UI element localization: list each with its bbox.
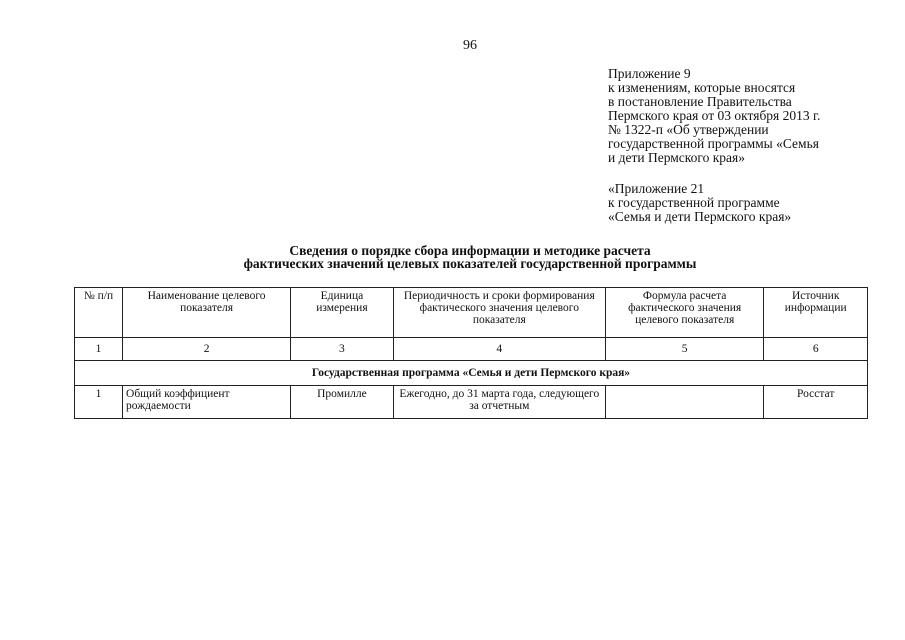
column-index-row	[75, 338, 868, 361]
document-title-line-1: Сведения о порядке сбора информации и методике расчета	[289, 243, 651, 258]
row-source: Росстат	[764, 386, 868, 419]
row-name: Общий коэффициент рождаемости	[123, 386, 291, 419]
table-row	[75, 386, 868, 419]
column-index: 6	[764, 338, 868, 361]
header-name: Наименование целевого показателя	[123, 288, 291, 338]
column-index: 2	[123, 338, 291, 361]
appendix-top-line: Пермского края от 03 октября 2013 г.	[608, 108, 821, 123]
appendix-top-line: и дети Пермского края»	[608, 150, 745, 165]
column-index: 1	[75, 338, 123, 361]
section-row	[75, 361, 868, 386]
row-period: Ежегодно, до 31 марта года, следующего за отчетным	[393, 386, 605, 419]
page-number: 96	[463, 38, 477, 53]
indicators-table	[74, 287, 868, 419]
appendix-bottom-line: к государственной программе	[608, 195, 780, 210]
appendix-top-line: государственной программы «Семья	[608, 136, 819, 151]
header-period: Периодичность и сроки формирования фактического значения целевого показателя	[393, 288, 605, 338]
appendix-top-line: Приложение 9	[608, 66, 691, 81]
header-num: № п/п	[75, 288, 123, 338]
column-index: 5	[605, 338, 764, 361]
column-index: 3	[291, 338, 394, 361]
appendix-21-block	[608, 182, 791, 224]
header-unit: Единица измерения	[291, 288, 394, 338]
appendix-bottom-line: «Приложение 21	[608, 181, 705, 196]
row-unit: Промилле	[291, 386, 394, 419]
column-index: 4	[393, 338, 605, 361]
appendix-9-block	[608, 67, 820, 165]
document-title	[0, 244, 905, 270]
appendix-top-line: к изменениям, которые вносятся	[608, 80, 796, 95]
row-num: 1	[75, 386, 123, 419]
appendix-top-line: в постановление Правительства	[608, 94, 792, 109]
table-header-row	[75, 288, 868, 338]
appendix-top-line: № 1322-п «Об утверждении	[608, 122, 769, 137]
section-title: Государственная программа «Семья и дети Пермского края»	[75, 361, 868, 386]
appendix-bottom-line: «Семья и дети Пермского края»	[608, 209, 792, 224]
header-formula: Формула расчета фактического значения целевого показателя	[605, 288, 764, 338]
header-source: Источник информации	[764, 288, 868, 338]
document-title-line-2: фактических значений целевых показателей государственной программы	[243, 256, 697, 271]
row-formula	[605, 386, 764, 419]
